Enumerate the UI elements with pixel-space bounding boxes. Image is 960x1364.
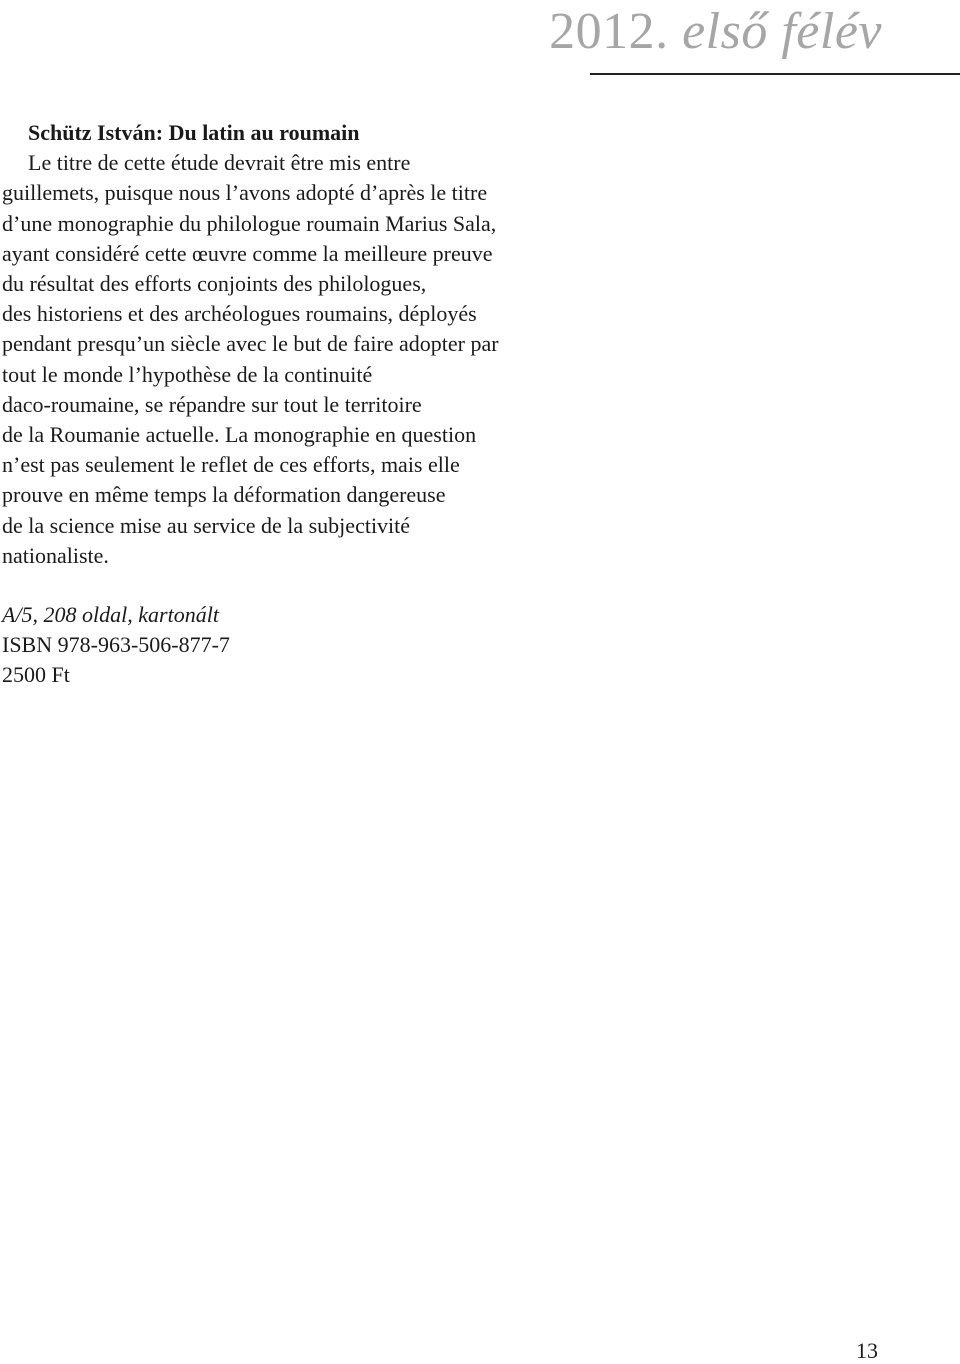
entry-text-line: prouve en même temps la déformation dangereuse	[2, 482, 446, 508]
book-entry	[2, 118, 642, 691]
entry-metadata	[2, 600, 642, 691]
entry-text-line: tout le monde l’hypothèse de la continuité	[2, 361, 373, 387]
entry-text-line: des historiens et des archéologues roumains, déployés	[2, 301, 477, 327]
entry-text-line: daco-roumaine, se répandre sur tout le territoire	[2, 391, 422, 417]
entry-text-line: de la Roumanie actuelle. La monographie en question	[2, 422, 477, 448]
entry-text-line: de la science mise au service de la subjectivité	[2, 512, 411, 538]
entry-text-line: du résultat des efforts conjoints des philologues,	[2, 271, 427, 297]
entry-text-line: guillemets, puisque nous l’avons adopté d’après le titre	[2, 180, 488, 206]
book-format: A/5, 208 oldal, kartonált	[2, 602, 219, 628]
book-isbn: ISBN 978-963-506-877-7	[2, 632, 230, 658]
book-price: 2500 Ft	[2, 662, 70, 688]
page-header-title	[549, 2, 882, 62]
entry-title: Schütz István: Du latin au roumain	[28, 120, 360, 145]
page-number: 13	[856, 1338, 878, 1363]
entry-text-line: Le titre de cette étude devrait être mis entre	[28, 150, 411, 176]
header-year: 2012.	[549, 3, 669, 60]
entry-text-line: ayant considéré cette œuvre comme la meilleure preuve	[2, 240, 493, 266]
header-semester: első félév	[682, 3, 882, 60]
entry-text-line: pendant presqu’un siècle avec le but de faire adopter par	[2, 331, 499, 357]
header-divider	[590, 73, 960, 75]
entry-text-line: nationaliste.	[2, 542, 109, 568]
entry-text-line: d’une monographie du philologue roumain Marius Sala,	[2, 210, 497, 236]
entry-text-line: n’est pas seulement le reflet de ces efforts, mais elle	[2, 452, 460, 478]
